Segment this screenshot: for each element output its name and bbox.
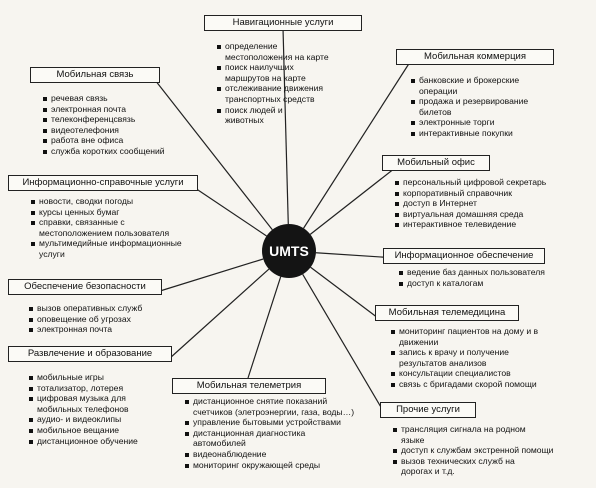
list-item: тотализатор, лотерея — [28, 383, 138, 394]
list-item: служба коротких сообщений — [42, 146, 165, 157]
list-item: доступ к службам экстренной помощи — [392, 445, 553, 456]
list-item: отслеживание движения транспортных средств — [216, 83, 329, 104]
node-items-mobile-office — [394, 177, 546, 230]
connector-telemedicine — [311, 267, 378, 318]
list-item: доступ в Интернет — [394, 198, 546, 209]
list-item: мониторинг окружающей среды — [184, 460, 354, 471]
list-item: мобильные игры — [28, 372, 138, 383]
list-item: видеотелефония — [42, 125, 165, 136]
list-item: цифровая музыка для мобильных телефонов — [28, 393, 138, 414]
list-item: управление бытовыми устройствами — [184, 417, 354, 428]
connector-entertainment — [170, 269, 269, 358]
node-items-telemedicine — [390, 326, 538, 390]
list-item: персональный цифровой секретарь — [394, 177, 546, 188]
list-item: мобильное вещание — [28, 425, 138, 436]
list-item: новости, сводки погоды — [30, 196, 182, 207]
connector-mobile-office — [310, 168, 395, 234]
list-item: мониторинг пациентов на дому и в движении — [390, 326, 538, 347]
list-item: видеонаблюдение — [184, 449, 354, 460]
list-item: дистанционная диагностика автомобилей — [184, 428, 354, 449]
list-item: трансляция сигнала на родном языке — [392, 424, 553, 445]
node-items-entertainment — [28, 372, 138, 446]
list-item: корпоративный справочник — [394, 188, 546, 199]
list-item: запись к врачу и получение результатов анализов — [390, 347, 538, 368]
list-item: доступ к каталогам — [398, 278, 545, 289]
list-item: электронные торги — [410, 117, 528, 128]
list-item: консультации специалистов — [390, 368, 538, 379]
node-title-telemedicine: Мобильная телемедицина — [375, 305, 519, 321]
node-title-navigation: Навигационные услуги — [204, 15, 362, 31]
connector-info-reference — [195, 188, 267, 236]
node-title-info-support: Информационное обеспечение — [383, 248, 545, 264]
node-title-info-reference: Информационно-справочные услуги — [8, 175, 198, 191]
node-items-mobile-commerce — [410, 75, 528, 139]
node-title-mobile-commerce: Мобильная коммерция — [396, 49, 554, 65]
list-item: интерактивные покупки — [410, 128, 528, 139]
list-item: мультимедийные информационные услуги — [30, 238, 182, 259]
connector-security — [160, 259, 263, 291]
connector-telemetry — [248, 277, 281, 378]
list-item: справки, связанные с местоположением пользователя — [30, 217, 182, 238]
list-item: виртуальная домашняя среда — [394, 209, 546, 220]
list-item: оповещение об угрозах — [28, 314, 142, 325]
list-item: вызов технических служб на дорогах и т.д. — [392, 456, 553, 477]
list-item: интерактивное телевидение — [394, 219, 546, 230]
node-items-mobile-communication — [42, 93, 165, 157]
node-items-security — [28, 303, 142, 335]
list-item: продажа и резервирование билетов — [410, 96, 528, 117]
list-item: дистанционное снятие показаний счетчиков (элетроэнергии, газа, воды…) — [184, 396, 354, 417]
node-title-security: Обеспечение безопасности — [8, 279, 162, 295]
list-item: электронная почта — [42, 104, 165, 115]
node-title-other: Прочие услуги — [380, 402, 476, 418]
node-items-info-support — [398, 267, 545, 288]
node-items-other — [392, 424, 553, 477]
list-item: вызов оперативных служб — [28, 303, 142, 314]
list-item: телеконференцсвязь — [42, 114, 165, 125]
list-item: электронная почта — [28, 324, 142, 335]
list-item: поиск наилучших маршрутов на карте — [216, 62, 329, 83]
node-title-telemetry: Мобильная телеметрия — [172, 378, 326, 394]
list-item: банковские и брокерские операции — [410, 75, 528, 96]
list-item: работа вне офиса — [42, 135, 165, 146]
list-item: поиск людей и животных — [216, 105, 329, 126]
umts-center-node: UMTS — [262, 224, 316, 278]
node-title-mobile-communication: Мобильная связь — [30, 67, 160, 83]
list-item: связь с бригадами скорой помощи — [390, 379, 538, 390]
list-item: аудио- и видеоклипы — [28, 414, 138, 425]
node-items-navigation — [216, 41, 329, 126]
list-item: ведение баз данных пользователя — [398, 267, 545, 278]
node-items-telemetry — [184, 396, 354, 470]
list-item: дистанционное обучение — [28, 436, 138, 447]
list-item: речевая связь — [42, 93, 165, 104]
node-title-entertainment: Развлечение и образование — [8, 346, 172, 362]
node-items-info-reference — [30, 196, 182, 260]
list-item: курсы ценных бумаг — [30, 207, 182, 218]
list-item: определение местоположения на карте — [216, 41, 329, 62]
node-title-mobile-office: Мобильный офис — [382, 155, 490, 171]
